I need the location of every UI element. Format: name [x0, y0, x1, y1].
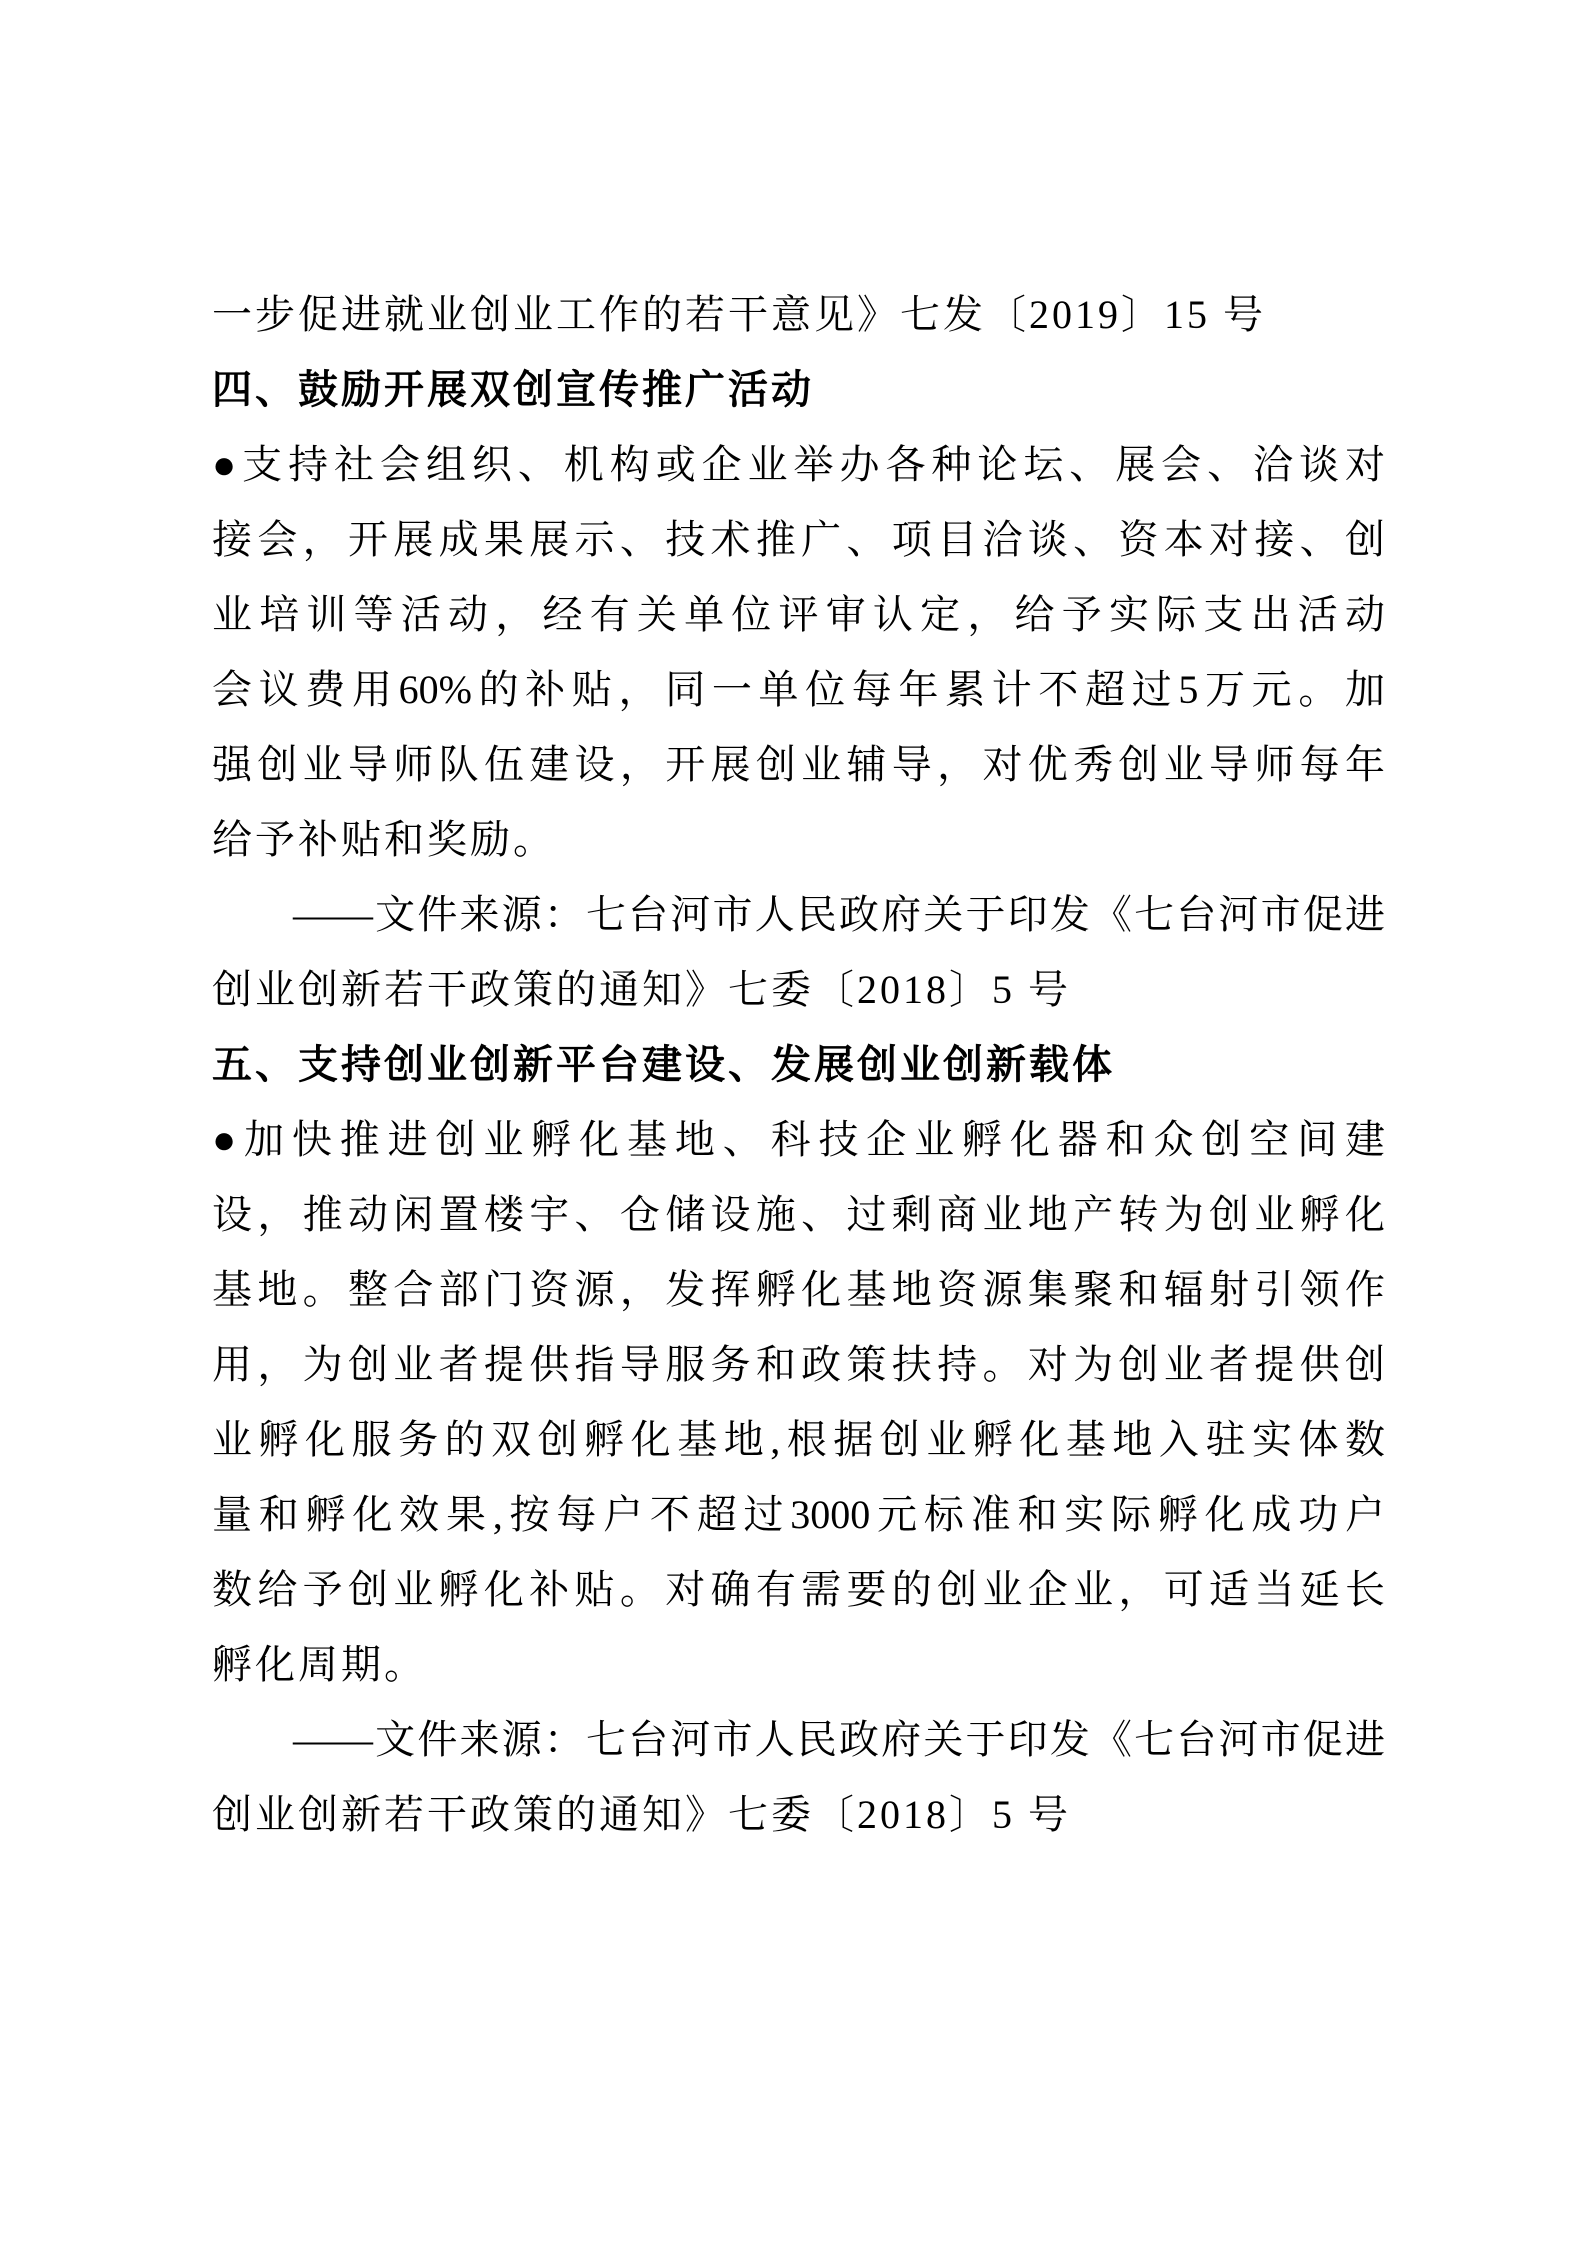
text-line-continuation: 一步促进就业创业工作的若干意见》七发〔2019〕15 号 — [212, 292, 1266, 337]
source-citation-line-end: 创业创新若干政策的通知》七委〔2018〕5 号 — [212, 1792, 1071, 1837]
text-line: 业孵化服务的双创孵化基地,根据创业孵化基地入驻实体数 — [212, 1417, 1385, 1462]
text-line: 接会，开展成果展示、技术推广、项目洽谈、资本对接、创 — [212, 517, 1385, 562]
text-line-paragraph-end: 孵化周期。 — [212, 1642, 427, 1687]
document-body — [212, 277, 1385, 1852]
text-line: 业培训等活动，经有关单位评审认定，给予实际支出活动 — [212, 592, 1385, 637]
text-line: 基地。整合部门资源，发挥孵化基地资源集聚和辐射引领作 — [212, 1267, 1385, 1312]
text-line: 数给予创业孵化补贴。对确有需要的创业企业，可适当延长 — [212, 1567, 1385, 1612]
text-line-bullet-item: ●加快推进创业孵化基地、科技企业孵化器和众创空间建 — [212, 1117, 1385, 1162]
text-line: 强创业导师队伍建设，开展创业辅导，对优秀创业导师每年 — [212, 742, 1385, 787]
source-citation-line: ——文件来源：七台河市人民政府关于印发《七台河市促进 — [293, 1717, 1385, 1762]
source-citation-line-end: 创业创新若干政策的通知》七委〔2018〕5 号 — [212, 967, 1071, 1012]
section-heading-four: 四、鼓励开展双创宣传推广活动 — [212, 367, 814, 412]
text-line: 量和孵化效果,按每户不超过3000元标准和实际孵化成功户 — [212, 1492, 1385, 1537]
text-line-paragraph-end: 给予补贴和奖励。 — [212, 817, 556, 862]
source-citation-line: ——文件来源：七台河市人民政府关于印发《七台河市促进 — [293, 892, 1385, 937]
text-line: 用，为创业者提供指导服务和政策扶持。对为创业者提供创 — [212, 1342, 1385, 1387]
text-line-bullet-item: ●支持社会组织、机构或企业举办各种论坛、展会、洽谈对 — [212, 442, 1385, 487]
text-line: 设，推动闲置楼宇、仓储设施、过剩商业地产转为创业孵化 — [212, 1192, 1385, 1237]
text-line: 会议费用60%的补贴，同一单位每年累计不超过5万元。加 — [212, 667, 1385, 712]
section-heading-five: 五、支持创业创新平台建设、发展创业创新载体 — [212, 1042, 1115, 1087]
